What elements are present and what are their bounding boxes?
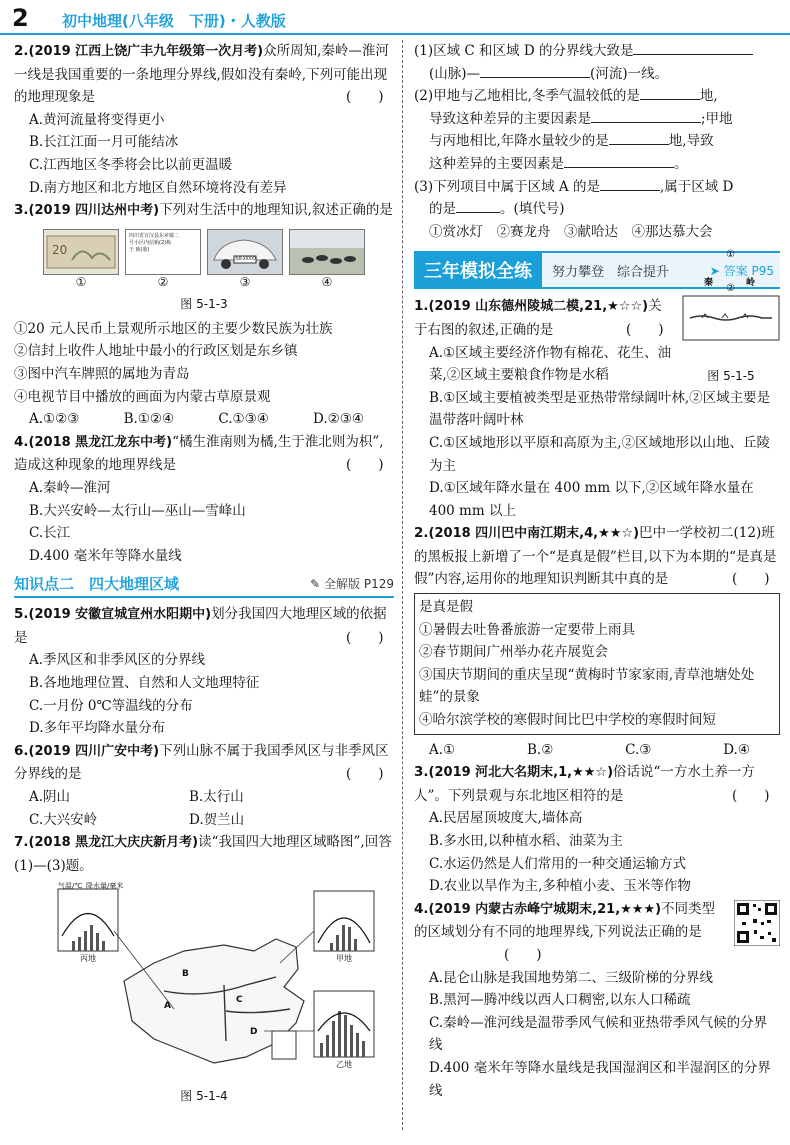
- question-stem: 巴中一学校初二(12)班的黑板报上新增了一个“是真是假”栏目,以下为本期的“是真是假”内容,运用你的地理知识判断其中真的是: [414, 525, 777, 588]
- question-2: 2.(2019 江西上饶广丰九年级第一次月考)众所周知,秦岭—淮河一线是我国重要的一条地理分界线,假如没有秦岭,下列可能出现的地理现象是 ( ) A.黄河流量将变得更小 B.长江江面一月可能结冰 C.江西地区冬季将会比以前更温暖 D.南方地区和北方地区自然环境将没有差异: [14, 40, 394, 199]
- climate-chart-bing: [58, 889, 118, 951]
- car-plate-image: [207, 229, 283, 275]
- question-stem: 众所周知,秦岭—淮河一线是我国重要的一条地理分界线,假如没有秦岭,下列可能出现的地理现象是: [14, 43, 389, 106]
- banner-title: 三年模拟全练: [414, 253, 542, 287]
- box-item: ③国庆节期间的重庆呈现“黄梅时节家家雨,青草池塘处处蛙”的景象: [419, 666, 755, 706]
- pen-icon: ✎: [310, 576, 321, 591]
- answer-paren: ( ): [346, 629, 384, 646]
- question-stem: 不同类型的区域划分有不同的地理界线,下列说法正确的是: [414, 900, 716, 941]
- option: A.秦岭—淮河: [29, 479, 111, 496]
- question-stem: 读“我国四大地理区域略图”,回答(1)—(3)题。: [14, 834, 392, 874]
- answer-blank[interactable]: [609, 130, 669, 145]
- option: B.多水田,以种植水稻、油菜为主: [429, 833, 624, 849]
- options-row: A.① B.② C.③ D.④: [429, 741, 750, 758]
- climate-chart-yi: [314, 991, 374, 1057]
- option: D.400 毫米年等降水量线是我国湿润区和半湿润区的分界线: [429, 1059, 771, 1099]
- option: B.各地地理位置、自然和人文地理特征: [29, 675, 260, 692]
- region-b: B: [182, 969, 189, 980]
- question-stem: “橘生淮南则为橘,生于淮北则为枳”,造成这种现象的地理界线是: [14, 433, 384, 474]
- question-source: (2019 山东德州陵城二模,21,★☆☆): [428, 299, 649, 315]
- banner-answer: ➤ 答案 P95: [709, 263, 774, 278]
- option: D.400 毫米年等降水量线: [29, 547, 182, 564]
- answer-blank[interactable]: [480, 63, 590, 78]
- option: A.①区域主要经济作物有棉花、花生、油菜,②区域主要粮食作物是水稻: [429, 344, 672, 384]
- book-title: 初中地理(八年级 下册)・人教版: [62, 12, 286, 30]
- practice-question-2: 2.(2018 四川巴中南江期末,4,★★☆)巴中一学校初二(12)班的黑板报上新增了一个“是真是假”栏目,以下为本期的“是真是假”内容,运用你的地理知识判断其中真的是 ( ) 是真是假 ①暑假去吐鲁番旅游一定要带上雨具 ②春节期间广州举办花卉展览会 ③国庆节期间的重庆呈现“黄梅时节家家雨,青草池塘处处蛙”的景象 ④哈尔滨学校的寒假时间比巴中学校的寒假时间短 A.① B.② C.③ D.④: [414, 522, 780, 761]
- answer-blank[interactable]: [640, 85, 700, 100]
- question-source: (2019 江西上饶广丰九年级第一次月考): [28, 44, 264, 59]
- question-stem: 俗话说“一方水土养一方人”。下列景观与东北地区相符的是: [414, 764, 755, 804]
- qinling-figure: ① 秦 岭 ② 图 5-1-5: [682, 295, 780, 384]
- option: C.一月份 0℃等温线的分布: [29, 697, 193, 714]
- box-item: ②春节期间广州举办花卉展览会: [419, 644, 608, 661]
- option: D.多年平均降水量分布: [29, 720, 166, 737]
- question-source: (2018 四川巴中南江期末,4,★★☆): [428, 526, 640, 542]
- practice-question-4: 4.(2019 内蒙古赤峰宁城期末,21,★★★)不同类型的区域划分有不同的地理界线,下列说法正确的是( ) A.昆仑山脉是我国地势第二、三级阶梯的分界线 B.黑河—腾冲线以西人口稠密,以东人口稀疏 C.秦岭—淮河线是温带季风气候和亚热带季风气候的分界线 D.400 毫米年等降水量线是我国湿润区和半湿润区的分界线: [414, 898, 780, 1102]
- option: B.黑河—腾冲线以西人口稠密,以东人口稀疏: [429, 992, 691, 1009]
- question-source: (2019 安徽宣城宣州水阳期中): [28, 607, 212, 623]
- question-source: (2018 黑龙江大庆庆新月考): [28, 835, 199, 851]
- page-header: [0, 0, 790, 34]
- statement: ③图中汽车牌照的属地为青岛: [14, 365, 190, 382]
- page-number: 2: [12, 4, 29, 32]
- box-title: 是真是假: [419, 599, 473, 616]
- photo-labels: ① ② ③ ④: [75, 274, 333, 289]
- answer-paren: ( ): [732, 571, 770, 588]
- option: C.江西地区冬季将会比以前更温暖: [29, 156, 233, 173]
- answer-blank[interactable]: [633, 40, 753, 55]
- question-stem: 关于右图的叙述,正确的是: [414, 298, 662, 338]
- options-row: A.阴山 B.太行山: [29, 789, 244, 806]
- plate-text: 鲁B·XXXXX: [235, 255, 257, 261]
- option: C.①区域地形以平原和高原为主,②区域地形以山地、丘陵为主: [429, 434, 771, 474]
- options-row: A.①②③ B.①②④ C.①③④ D.②③④: [29, 411, 364, 428]
- option: A.民居屋顶坡度大,墙体高: [429, 810, 583, 827]
- true-false-box: [414, 593, 780, 735]
- statement: ②信封上收件人地址中最小的行政区划是东乡镇: [14, 343, 298, 360]
- answer-paren: ( ): [626, 321, 664, 338]
- banner-subtitle: 努力攀登 综合提升: [552, 264, 670, 280]
- answer-reference: ✎ 全解版 P129: [310, 576, 394, 591]
- column-divider: [402, 40, 403, 1130]
- options-row: C.大兴安岭 D.贺兰山: [29, 811, 245, 828]
- envelope-image: 四川省宣汉县东乡镇二 号小区内信箱(2)栋 王 致(收): [125, 229, 201, 275]
- answer-paren: ( ): [346, 89, 384, 106]
- option: D.农业以旱作为主,多种植小麦、玉米等作物: [429, 878, 691, 895]
- practice-question-1: ① 秦 岭 ② 图 5-1-5 1.(2019 山东德州陵城二模,21,★☆☆)关于右图的叙述,正确的是 ( ) A.①区域主要经济作物有棉花、花生、油菜,②区域主要粮食作物是水稻 B.①区域主要植被类型是亚热带常绿阔叶林,②区域主要是温带落叶阔叶林 C.①区域地形以平原和高原为主,②区域地形以山地、丘陵为主 D.①区域年降水量在 400 mm 以下,②区域年降水量在 400 mm 以上: [414, 295, 780, 522]
- question-stem: 下列山脉不属于我国季风区与非季风区分界线的是: [14, 742, 389, 783]
- paper-plane-icon: ➤: [709, 263, 720, 278]
- station-yi: 乙地: [336, 1060, 352, 1070]
- question-7-subquestions: (1)区域 C 和区域 D 的分界线大致是 (山脉)— (河流)一线。 (2)甲地与乙地相比,冬季气温较低的是 地, 导致这种差异的主要因素是 ;甲地 与丙地相比,年降水量较少的是 地,导致 这种差异的主要因素是 。 (3)下列项目中属于区域 A 的是 ,属于区域 D 的是 。(填代号) ①赏冰灯 ②赛龙舟 ③献哈达 ④那达慕大会: [414, 40, 780, 243]
- header-rule: [0, 33, 790, 35]
- qr-code-icon[interactable]: [734, 900, 780, 946]
- right-column: [414, 40, 780, 1102]
- option: B.长江江面一月可能结冰: [29, 134, 179, 151]
- option: A.季风区和非季风区的分界线: [29, 652, 206, 669]
- figure-caption: 图 5-1-5: [707, 369, 755, 384]
- option: D.①区域年降水量在 400 mm 以下,②区域年降水量在 400 mm 以上: [429, 480, 754, 519]
- question-7: 7.(2018 黑龙江大庆庆新月考)读“我国四大地理区域略图”,回答(1)—(3)题。 气温/℃ 降水量/毫米 丙地 甲地 乙地 A B C D 图 5-1-4: [14, 831, 394, 1104]
- answer-blank[interactable]: [591, 108, 701, 123]
- question-4: 4.(2018 黑龙江龙东中考)“橘生淮南则为橘,生于淮北则为枳”,造成这种现象的地理界线是 ( ) A.秦岭—淮河 B.大兴安岭—太行山—巫山—雪峰山 C.长江 D.400 毫米年等降水量线: [14, 431, 394, 568]
- section-title: 知识点二 四大地理区域: [14, 574, 180, 593]
- option: C.长江: [29, 525, 71, 542]
- box-item: ①暑假去吐鲁番旅游一定要带上雨具: [419, 621, 635, 638]
- section-heading: [14, 570, 394, 598]
- region-a: A: [164, 1001, 171, 1012]
- question-source: (2019 四川广安中考): [28, 743, 160, 759]
- chart-precip-label: 降水量/毫米: [86, 882, 124, 891]
- figure-caption: 图 5-1-4: [180, 1089, 228, 1104]
- left-column: [14, 40, 394, 1110]
- qinling-diagram: [682, 295, 780, 341]
- option: B.①区域主要植被类型是亚热带常绿阔叶林,②区域主要是温带落叶阔叶林: [429, 389, 771, 429]
- option: B.大兴安岭—太行山—巫山—雪峰山: [29, 502, 246, 519]
- china-regions-map-figure: [14, 881, 394, 1081]
- question-stem: 划分我国四大地理区域的依据是: [14, 606, 387, 646]
- answer-paren: ( ): [732, 787, 770, 804]
- chart-temp-label: 气温/℃: [58, 882, 83, 891]
- question-source: (2019 河北大名期末,1,★★☆): [428, 765, 614, 781]
- option: D.南方地区和北方地区自然环境将没有差异: [29, 179, 287, 196]
- answer-blank[interactable]: [600, 176, 660, 191]
- answer-paren: ( ): [346, 457, 384, 474]
- svg-text:20: 20: [52, 242, 68, 257]
- option: A.昆仑山脉是我国地势第二、三级阶梯的分界线: [429, 969, 714, 986]
- option: C.水运仍然是人们常用的一种交通运输方式: [429, 855, 687, 872]
- answer-paren: ( ): [346, 766, 384, 783]
- practice-question-3: 3.(2019 河北大名期末,1,★★☆)俗话说“一方水土养一方人”。下列景观与东北地区相符的是 ( ) A.民居屋顶坡度大,墙体高 B.多水田,以种植水稻、油菜为主 C.水运仍然是人们常用的一种交通运输方式 D.农业以旱作为主,多种植小麦、玉米等作物: [414, 761, 780, 898]
- grassland-horses-image: [289, 229, 365, 275]
- region-c: C: [236, 995, 243, 1006]
- station-jia: 甲地: [336, 954, 352, 964]
- question-source: (2019 四川达州中考): [28, 203, 160, 219]
- answer-blank[interactable]: [456, 198, 500, 213]
- question-source: (2019 内蒙古赤峰宁城期末,21,★★★): [428, 901, 662, 917]
- china-outline: [124, 939, 304, 1063]
- banknote-image: [43, 229, 119, 275]
- statement: ④电视节目中播放的画面为内蒙古草原景观: [14, 388, 271, 405]
- answer-paren: ( ): [504, 946, 542, 963]
- climate-chart-jia: [314, 891, 374, 951]
- photo-strip: [14, 229, 394, 275]
- option: C.秦岭—淮河线是温带季风气候和亚热带季风气候的分界线: [429, 1014, 768, 1054]
- figure-caption: 图 5-1-3: [180, 296, 228, 311]
- station-bing: 丙地: [80, 954, 96, 964]
- option: A.黄河流量将变得更小: [29, 111, 165, 128]
- question-5: 5.(2019 安徽宣城宣州水阳期中)划分我国四大地理区域的依据是 ( ) A.季风区和非季风区的分界线 B.各地地理位置、自然和人文地理特征 C.一月份 0℃等温线的分布 D.多年平均降水量分布: [14, 603, 394, 740]
- question-source: (2018 黑龙江龙东中考): [28, 434, 173, 450]
- question-3: 3.(2019 四川达州中考)下列对生活中的地理知识,叙述正确的是 20 四川省宣汉县东乡镇二 号小区内信箱(2)栋 王 致(收) 鲁B·XXXXX ① ② ③ ④ 图 5-1-3 ①20 元人民币上景观所示地区的主要少数民族为壮族 ②信封上收件人地址中最小的行政区划是东乡镇 ③图中汽车牌照的属地为青岛 ④电视节目中播放的画面为内蒙古草原景观 A.①②③ B.①②④ C.①③④ D.②③④: [14, 199, 394, 431]
- map-svg: [14, 881, 394, 1081]
- region-d: D: [250, 1027, 258, 1038]
- box-item: ④哈尔滨学校的寒假时间比巴中学校的寒假时间短: [419, 712, 716, 729]
- question-6: 6.(2019 四川广安中考)下列山脉不属于我国季风区与非季风区分界线的是 ( ) A.阴山 B.太行山 C.大兴安岭 D.贺兰山: [14, 740, 394, 831]
- answer-blank[interactable]: [564, 153, 674, 168]
- question-stem: 下列对生活中的地理知识,叙述正确的是: [159, 202, 393, 219]
- statement: ①20 元人民币上景观所示地区的主要少数民族为壮族: [14, 320, 333, 337]
